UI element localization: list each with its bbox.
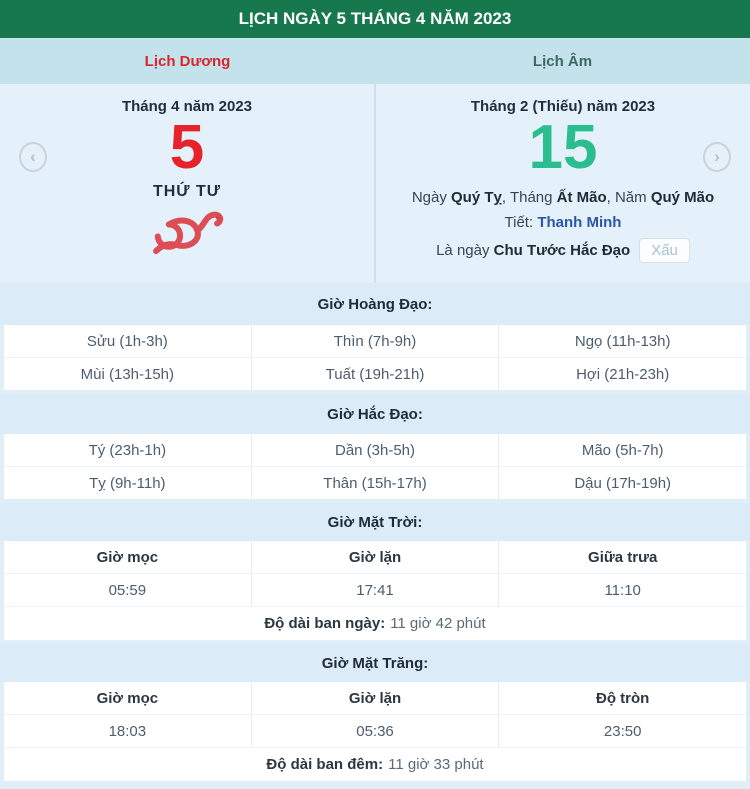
table-row — [4, 325, 746, 357]
moonset-time: 05:36 — [251, 715, 499, 747]
moon-header-cell: Độ tròn — [498, 682, 746, 714]
date-panels — [0, 84, 750, 283]
moon-section-title — [0, 644, 750, 682]
page-header — [0, 0, 750, 38]
moon-title-text: Giờ Mặt Trăng: — [321, 654, 429, 672]
sun-header-cell: Giờ lặn — [251, 541, 499, 573]
table-header-row — [4, 682, 746, 714]
calendar-tabs — [0, 38, 750, 84]
snake-zodiac-icon — [0, 205, 374, 261]
hac-dao-cell: Mão (5h-7h) — [498, 434, 746, 466]
sun-header-cell: Giữa trưa — [498, 541, 746, 573]
chevron-right-icon: › — [714, 146, 720, 166]
table-row — [4, 466, 746, 499]
table-row — [4, 573, 746, 606]
tab-solar-label: Lịch Dương — [144, 52, 231, 70]
solar-date-panel — [0, 84, 376, 283]
sunset-time: 17:41 — [251, 574, 499, 606]
day-length-value: 11 giờ 42 phút — [390, 615, 486, 632]
hac-dao-title-text: Giờ Hắc Đạo: — [327, 405, 423, 423]
hac-dao-cell: Dậu (17h-19h) — [498, 467, 746, 499]
hac-dao-cell: Tỵ (9h-11h) — [89, 474, 166, 492]
day-length-label: Độ dài ban ngày: — [264, 615, 386, 632]
hoang-dao-cell: Ngọ (11h-13h) — [498, 325, 746, 357]
table-row — [4, 714, 746, 747]
day-length-row — [4, 606, 746, 640]
hac-dao-table — [4, 434, 746, 499]
tiet-value: Thanh Minh — [537, 214, 622, 231]
hoang-dao-section-title — [0, 283, 750, 325]
daytype-text — [436, 242, 630, 259]
hoang-dao-title-text: Giờ Hoàng Đạo: — [317, 295, 433, 313]
hoang-dao-table — [4, 325, 746, 390]
night-length-label: Độ dài ban đêm: — [266, 756, 384, 773]
hac-dao-section-title — [0, 394, 750, 434]
previous-day-button[interactable] — [19, 142, 47, 172]
sun-header-cell: Giờ mọc — [96, 548, 159, 566]
daytype-badge[interactable]: Xấu — [639, 238, 690, 263]
night-length-row — [4, 747, 746, 781]
canchi-year: Quý Mão — [650, 189, 715, 206]
solar-weekday-label: THỨ TƯ — [152, 183, 222, 200]
daytype-prefix: Là ngày — [436, 242, 494, 259]
tiet-line — [376, 214, 750, 231]
lunar-month-label: Tháng 2 (Thiếu) năm 2023 — [470, 98, 656, 115]
tiet-label: Tiết: — [504, 214, 538, 231]
hoang-dao-cell: Mùi (13h-15h) — [80, 365, 175, 383]
solar-month-label: Tháng 4 năm 2023 — [121, 98, 253, 115]
canchi-prefix-year: , Năm — [606, 189, 651, 206]
page-title: LỊCH NGÀY 5 THÁNG 4 NĂM 2023 — [238, 9, 512, 28]
solar-noon-time: 11:10 — [498, 574, 746, 606]
next-day-button[interactable] — [703, 142, 731, 172]
canchi-prefix-day: Ngày — [411, 189, 452, 206]
tab-solar-calendar[interactable] — [0, 38, 375, 84]
canchi-month: Ất Mão — [556, 189, 607, 206]
canchi-day: Quý Tỵ — [451, 189, 502, 206]
moon-header-cell: Giờ mọc — [96, 689, 159, 707]
daytype-value: Chu Tước Hắc Đạo — [493, 242, 631, 259]
table-row — [4, 434, 746, 466]
lunar-day-number: 15 — [528, 113, 598, 182]
hac-dao-cell: Thân (15h-17h) — [251, 467, 499, 499]
hoang-dao-cell: Tuất (19h-21h) — [251, 358, 499, 390]
hac-dao-cell: Dần (3h-5h) — [251, 434, 499, 466]
daytype-line — [376, 238, 750, 263]
tab-lunar-label: Lịch Âm — [532, 52, 593, 70]
moonrise-time: 18:03 — [108, 722, 147, 740]
moon-table — [4, 682, 746, 781]
sun-title-text: Giờ Mặt Trời: — [327, 513, 423, 531]
sun-table — [4, 541, 746, 640]
solar-day-number: 5 — [169, 113, 205, 182]
hoang-dao-cell: Hợi (21h-23h) — [498, 358, 746, 390]
chevron-left-icon: ‹ — [30, 146, 36, 166]
hac-dao-cell: Tý (23h-1h) — [88, 441, 167, 459]
lunar-date-panel — [376, 84, 750, 283]
moon-fullness-time: 23:50 — [498, 715, 746, 747]
table-row — [4, 357, 746, 390]
hoang-dao-cell: Thìn (7h-9h) — [251, 325, 499, 357]
canchi-line — [376, 189, 750, 206]
tab-lunar-calendar[interactable] — [375, 38, 750, 84]
moon-header-cell: Giờ lặn — [251, 682, 499, 714]
hoang-dao-cell: Sửu (1h-3h) — [86, 332, 168, 350]
sun-section-title — [0, 503, 750, 541]
sunrise-time: 05:59 — [108, 581, 147, 599]
night-length-value: 11 giờ 33 phút — [388, 756, 484, 773]
canchi-prefix-month: , Tháng — [501, 189, 557, 206]
table-header-row — [4, 541, 746, 573]
